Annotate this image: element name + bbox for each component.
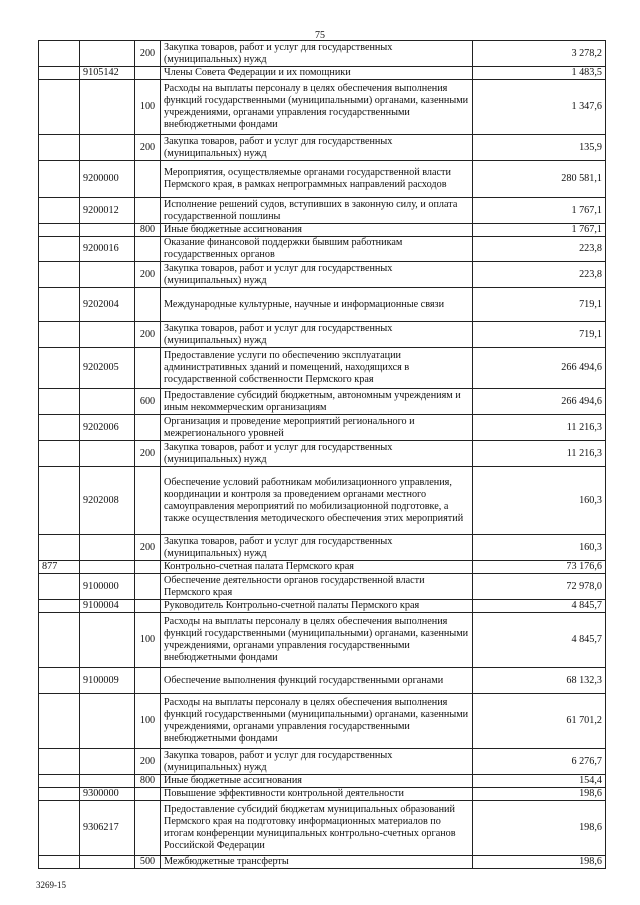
item-name-cell: Организация и проведение мероприятий регионального и межрегионального уровней	[161, 415, 473, 441]
target-article-cell	[80, 41, 135, 67]
item-name-cell: Контрольно-счетная палата Пермского края	[161, 561, 473, 574]
target-article-cell	[80, 613, 135, 668]
table-row	[39, 775, 606, 788]
expense-type-cell	[135, 788, 161, 801]
item-name-cell: Обеспечение выполнения функций государственными органами	[161, 668, 473, 694]
item-name-cell: Расходы на выплаты персоналу в целях обеспечения выполнения функций государственными (муниципальными) органами, казенными учреждениями, органами управления государственными внебюджетными фондами	[161, 613, 473, 668]
target-article-cell	[80, 441, 135, 467]
department-code-cell	[39, 801, 80, 856]
department-code-cell	[39, 80, 80, 135]
target-article-cell	[80, 561, 135, 574]
expense-type-cell: 100	[135, 613, 161, 668]
target-article-cell: 9100009	[80, 668, 135, 694]
amount-cell: 4 845,7	[473, 600, 606, 613]
target-article-cell: 9200016	[80, 237, 135, 262]
item-name-cell: Обеспечение условий работникам мобилизационного управления, координации и контроля за проведением органами местного самоуправления мероприятий по мобилизационной подготовке, а также осуществления методического обеспечения этих мероприятий	[161, 467, 473, 535]
amount-cell: 1 347,6	[473, 80, 606, 135]
department-code-cell	[39, 41, 80, 67]
amount-cell: 266 494,6	[473, 389, 606, 415]
department-code-cell	[39, 788, 80, 801]
target-article-cell	[80, 262, 135, 288]
table-row	[39, 788, 606, 801]
target-article-cell: 9200000	[80, 161, 135, 198]
department-code-cell	[39, 574, 80, 600]
department-code-cell	[39, 262, 80, 288]
expense-type-cell: 600	[135, 389, 161, 415]
target-article-cell	[80, 749, 135, 775]
expense-type-cell	[135, 67, 161, 80]
table-row	[39, 574, 606, 600]
table-row	[39, 224, 606, 237]
expense-type-cell	[135, 668, 161, 694]
department-code-cell	[39, 237, 80, 262]
expense-type-cell	[135, 561, 161, 574]
amount-cell: 266 494,6	[473, 348, 606, 389]
item-name-cell: Иные бюджетные ассигнования	[161, 775, 473, 788]
department-code-cell: 877	[39, 561, 80, 574]
department-code-cell	[39, 749, 80, 775]
target-article-cell	[80, 535, 135, 561]
budget-table-body	[39, 41, 606, 869]
department-code-cell	[39, 415, 80, 441]
expense-type-cell: 200	[135, 135, 161, 161]
amount-cell: 72 978,0	[473, 574, 606, 600]
amount-cell: 1 483,5	[473, 67, 606, 80]
table-row	[39, 467, 606, 535]
table-row	[39, 694, 606, 749]
item-name-cell: Оказание финансовой поддержки бывшим работникам государственных органов	[161, 237, 473, 262]
department-code-cell	[39, 535, 80, 561]
target-article-cell: 9200012	[80, 198, 135, 224]
item-name-cell: Международные культурные, научные и информационные связи	[161, 288, 473, 322]
amount-cell: 223,8	[473, 237, 606, 262]
target-article-cell: 9306217	[80, 801, 135, 856]
amount-cell: 68 132,3	[473, 668, 606, 694]
amount-cell: 280 581,1	[473, 161, 606, 198]
expense-type-cell: 800	[135, 224, 161, 237]
expense-type-cell	[135, 801, 161, 856]
item-name-cell: Обеспечение деятельности органов государственной власти Пермского края	[161, 574, 473, 600]
expense-type-cell: 200	[135, 441, 161, 467]
item-name-cell: Закупка товаров, работ и услуг для государственных (муниципальных) нужд	[161, 41, 473, 67]
department-code-cell	[39, 161, 80, 198]
item-name-cell: Руководитель Контрольно-счетной палаты Пермского края	[161, 600, 473, 613]
table-row	[39, 198, 606, 224]
department-code-cell	[39, 600, 80, 613]
expense-type-cell	[135, 198, 161, 224]
item-name-cell: Расходы на выплаты персоналу в целях обеспечения выполнения функций государственными (муниципальными) органами, казенными учреждениями, органами управления государственными внебюджетными фондами	[161, 80, 473, 135]
department-code-cell	[39, 613, 80, 668]
amount-cell: 1 767,1	[473, 224, 606, 237]
expense-type-cell	[135, 237, 161, 262]
table-row	[39, 561, 606, 574]
target-article-cell: 9100004	[80, 600, 135, 613]
department-code-cell	[39, 694, 80, 749]
expense-type-cell: 800	[135, 775, 161, 788]
target-article-cell: 9202008	[80, 467, 135, 535]
target-article-cell	[80, 775, 135, 788]
table-row	[39, 67, 606, 80]
item-name-cell: Расходы на выплаты персоналу в целях обеспечения выполнения функций государственными (муниципальными) органами, казенными учреждениями, органами управления государственными внебюджетными фондами	[161, 694, 473, 749]
amount-cell: 160,3	[473, 535, 606, 561]
table-row	[39, 389, 606, 415]
table-row	[39, 749, 606, 775]
department-code-cell	[39, 224, 80, 237]
department-code-cell	[39, 135, 80, 161]
expense-type-cell: 200	[135, 322, 161, 348]
expense-type-cell: 500	[135, 856, 161, 869]
department-code-cell	[39, 441, 80, 467]
amount-cell: 198,6	[473, 801, 606, 856]
budget-table	[38, 40, 606, 869]
amount-cell: 719,1	[473, 322, 606, 348]
item-name-cell: Закупка товаров, работ и услуг для государственных (муниципальных) нужд	[161, 535, 473, 561]
expense-type-cell: 100	[135, 80, 161, 135]
amount-cell: 160,3	[473, 467, 606, 535]
amount-cell: 3 278,2	[473, 41, 606, 67]
expense-type-cell	[135, 467, 161, 535]
amount-cell: 1 767,1	[473, 198, 606, 224]
target-article-cell	[80, 389, 135, 415]
target-article-cell: 9202004	[80, 288, 135, 322]
table-row	[39, 441, 606, 467]
target-article-cell: 9100000	[80, 574, 135, 600]
item-name-cell: Предоставление субсидий бюджетам муниципальных образований Пермского края на подготовку информационных материалов по итогам конференции муниципальных контрольно-счетных органов Российской Федерации	[161, 801, 473, 856]
target-article-cell	[80, 135, 135, 161]
amount-cell: 198,6	[473, 856, 606, 869]
item-name-cell: Исполнение решений судов, вступивших в законную силу, и оплата государственной пошлины	[161, 198, 473, 224]
page-number: 75	[315, 30, 325, 41]
department-code-cell	[39, 67, 80, 80]
target-article-cell: 9202005	[80, 348, 135, 389]
expense-type-cell	[135, 415, 161, 441]
table-row	[39, 535, 606, 561]
amount-cell: 61 701,2	[473, 694, 606, 749]
table-row	[39, 80, 606, 135]
table-row	[39, 415, 606, 441]
item-name-cell: Предоставление услуги по обеспечению эксплуатации административных зданий и помещений, находящихся в государственной собственности Пермского края	[161, 348, 473, 389]
target-article-cell: 9300000	[80, 788, 135, 801]
target-article-cell	[80, 694, 135, 749]
table-row	[39, 161, 606, 198]
table-row	[39, 41, 606, 67]
target-article-cell: 9202006	[80, 415, 135, 441]
item-name-cell: Закупка товаров, работ и услуг для государственных (муниципальных) нужд	[161, 441, 473, 467]
department-code-cell	[39, 322, 80, 348]
table-row	[39, 237, 606, 262]
expense-type-cell: 200	[135, 262, 161, 288]
table-row	[39, 613, 606, 668]
expense-type-cell	[135, 348, 161, 389]
item-name-cell: Закупка товаров, работ и услуг для государственных (муниципальных) нужд	[161, 322, 473, 348]
item-name-cell: Повышение эффективности контрольной деятельности	[161, 788, 473, 801]
target-article-cell	[80, 224, 135, 237]
table-row	[39, 288, 606, 322]
table-row	[39, 801, 606, 856]
table-row	[39, 856, 606, 869]
target-article-cell	[80, 856, 135, 869]
amount-cell: 154,4	[473, 775, 606, 788]
table-row	[39, 348, 606, 389]
department-code-cell	[39, 198, 80, 224]
item-name-cell: Межбюджетные трансферты	[161, 856, 473, 869]
table-row	[39, 135, 606, 161]
expense-type-cell	[135, 161, 161, 198]
expense-type-cell: 200	[135, 41, 161, 67]
table-row	[39, 600, 606, 613]
item-name-cell: Мероприятия, осуществляемые органами государственной власти Пермского края, в рамках непрограммных направлений расходов	[161, 161, 473, 198]
expense-type-cell	[135, 288, 161, 322]
department-code-cell	[39, 348, 80, 389]
amount-cell: 719,1	[473, 288, 606, 322]
expense-type-cell	[135, 574, 161, 600]
table-row	[39, 262, 606, 288]
expense-type-cell: 200	[135, 749, 161, 775]
item-name-cell: Закупка товаров, работ и услуг для государственных (муниципальных) нужд	[161, 749, 473, 775]
expense-type-cell: 100	[135, 694, 161, 749]
department-code-cell	[39, 775, 80, 788]
item-name-cell: Члены Совета Федерации и их помощники	[161, 67, 473, 80]
department-code-cell	[39, 389, 80, 415]
table-row	[39, 322, 606, 348]
expense-type-cell	[135, 600, 161, 613]
table-row	[39, 668, 606, 694]
amount-cell: 6 276,7	[473, 749, 606, 775]
item-name-cell: Закупка товаров, работ и услуг для государственных (муниципальных) нужд	[161, 135, 473, 161]
target-article-cell: 9105142	[80, 67, 135, 80]
target-article-cell	[80, 322, 135, 348]
item-name-cell: Предоставление субсидий бюджетным, автономным учреждениям и иным некоммерческим организациям	[161, 389, 473, 415]
item-name-cell: Иные бюджетные ассигнования	[161, 224, 473, 237]
expense-type-cell: 200	[135, 535, 161, 561]
amount-cell: 11 216,3	[473, 415, 606, 441]
department-code-cell	[39, 288, 80, 322]
department-code-cell	[39, 856, 80, 869]
amount-cell: 11 216,3	[473, 441, 606, 467]
department-code-cell	[39, 668, 80, 694]
amount-cell: 73 176,6	[473, 561, 606, 574]
item-name-cell: Закупка товаров, работ и услуг для государственных (муниципальных) нужд	[161, 262, 473, 288]
amount-cell: 4 845,7	[473, 613, 606, 668]
target-article-cell	[80, 80, 135, 135]
footer-code: 3269-15	[36, 880, 66, 890]
department-code-cell	[39, 467, 80, 535]
amount-cell: 198,6	[473, 788, 606, 801]
amount-cell: 135,9	[473, 135, 606, 161]
amount-cell: 223,8	[473, 262, 606, 288]
